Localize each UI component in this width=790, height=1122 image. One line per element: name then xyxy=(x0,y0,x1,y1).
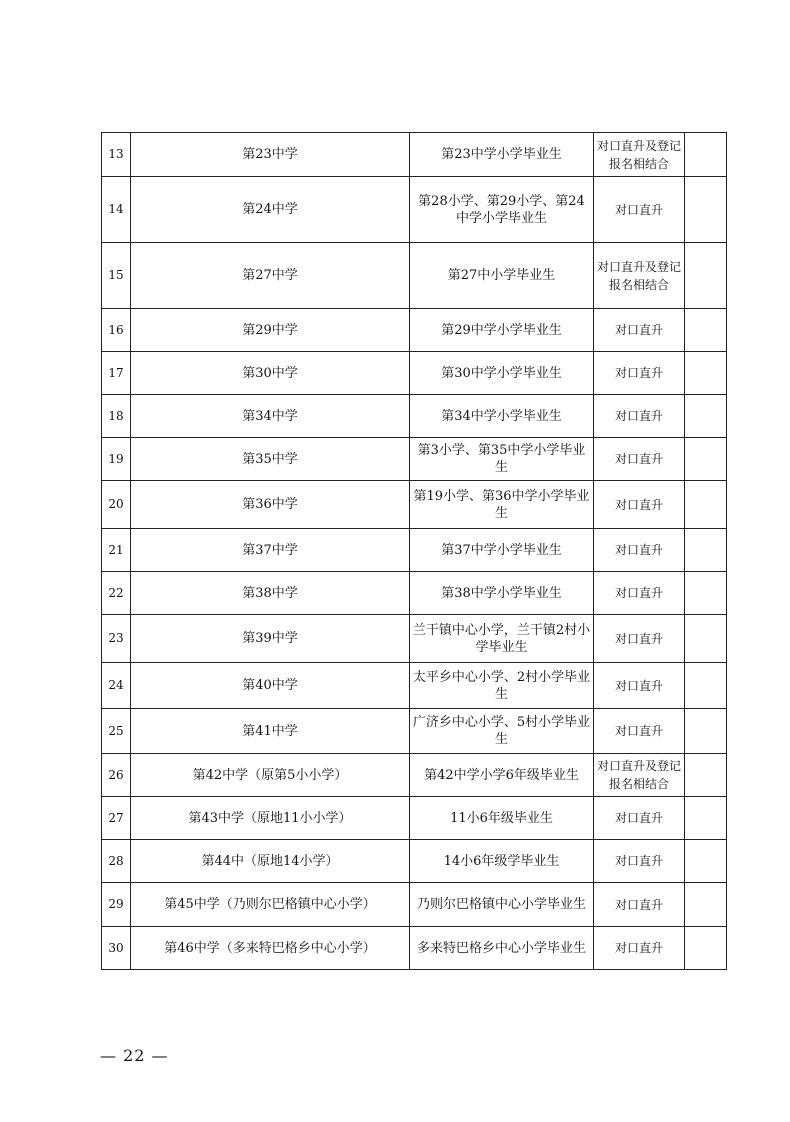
school-name-cell: 第27中学 xyxy=(131,243,410,309)
note-cell xyxy=(685,529,727,572)
school-name-cell: 第38中学 xyxy=(131,572,410,615)
student-source-cell: 广济乡中心小学、5村小学毕业生 xyxy=(410,709,594,754)
note-cell xyxy=(685,663,727,709)
school-name-cell: 第37中学 xyxy=(131,529,410,572)
table-row xyxy=(102,438,727,481)
row-number-cell: 22 xyxy=(102,572,131,615)
admission-method-cell: 对口直升 xyxy=(594,572,685,615)
table-row xyxy=(102,883,727,927)
admission-method-cell: 对口直升 xyxy=(594,309,685,352)
admission-method-cell: 对口直升 xyxy=(594,177,685,243)
table-row xyxy=(102,754,727,797)
page-number: — 22 — xyxy=(100,1046,169,1065)
student-source-cell: 第42中学小学6年级毕业生 xyxy=(410,754,594,797)
row-number-cell: 19 xyxy=(102,438,131,481)
row-number-cell: 15 xyxy=(102,243,131,309)
admission-method-cell: 对口直升 xyxy=(594,797,685,840)
school-name-cell: 第46中学（多来特巴格乡中心小学） xyxy=(131,927,410,970)
note-cell xyxy=(685,754,727,797)
table-row xyxy=(102,663,727,709)
student-source-cell: 14小6年级学毕业生 xyxy=(410,840,594,883)
row-number-cell: 27 xyxy=(102,797,131,840)
note-cell xyxy=(685,840,727,883)
enrollment-table xyxy=(101,132,727,970)
school-name-cell: 第36中学 xyxy=(131,481,410,529)
row-number-cell: 21 xyxy=(102,529,131,572)
school-name-cell: 第34中学 xyxy=(131,395,410,438)
table-row xyxy=(102,243,727,309)
note-cell xyxy=(685,243,727,309)
admission-method-cell: 对口直升 xyxy=(594,927,685,970)
school-name-cell: 第23中学 xyxy=(131,133,410,177)
school-name-cell: 第40中学 xyxy=(131,663,410,709)
school-name-cell: 第42中学（原第5小小学） xyxy=(131,754,410,797)
student-source-cell: 乃则尔巴格镇中心小学毕业生 xyxy=(410,883,594,927)
student-source-cell: 第29中学小学毕业生 xyxy=(410,309,594,352)
table-row xyxy=(102,797,727,840)
note-cell xyxy=(685,352,727,395)
school-name-cell: 第24中学 xyxy=(131,177,410,243)
row-number-cell: 16 xyxy=(102,309,131,352)
student-source-cell: 11小6年级毕业生 xyxy=(410,797,594,840)
row-number-cell: 20 xyxy=(102,481,131,529)
row-number-cell: 30 xyxy=(102,927,131,970)
table-row xyxy=(102,840,727,883)
table-row xyxy=(102,395,727,438)
student-source-cell: 第30中学小学毕业生 xyxy=(410,352,594,395)
admission-method-cell: 对口直升 xyxy=(594,438,685,481)
note-cell xyxy=(685,883,727,927)
row-number-cell: 26 xyxy=(102,754,131,797)
admission-method-cell: 对口直升 xyxy=(594,352,685,395)
row-number-cell: 25 xyxy=(102,709,131,754)
student-source-cell: 第23中学小学毕业生 xyxy=(410,133,594,177)
admission-method-cell: 对口直升 xyxy=(594,481,685,529)
student-source-cell: 第3小学、第35中学小学毕业生 xyxy=(410,438,594,481)
admission-method-cell: 对口直升及登记报名相结合 xyxy=(594,754,685,797)
school-name-cell: 第39中学 xyxy=(131,615,410,663)
admission-method-cell: 对口直升及登记报名相结合 xyxy=(594,243,685,309)
table-row xyxy=(102,615,727,663)
admission-method-cell: 对口直升 xyxy=(594,883,685,927)
table-row xyxy=(102,133,727,177)
student-source-cell: 多来特巴格乡中心小学毕业生 xyxy=(410,927,594,970)
school-name-cell: 第45中学（乃则尔巴格镇中心小学） xyxy=(131,883,410,927)
row-number-cell: 29 xyxy=(102,883,131,927)
note-cell xyxy=(685,709,727,754)
school-name-cell: 第43中学（原地11小小学） xyxy=(131,797,410,840)
school-name-cell: 第44中（原地14小学） xyxy=(131,840,410,883)
table-row xyxy=(102,352,727,395)
note-cell xyxy=(685,395,727,438)
student-source-cell: 第19小学、第36中学小学毕业生 xyxy=(410,481,594,529)
school-name-cell: 第41中学 xyxy=(131,709,410,754)
table-row xyxy=(102,529,727,572)
admission-method-cell: 对口直升 xyxy=(594,840,685,883)
table-row xyxy=(102,177,727,243)
admission-method-cell: 对口直升 xyxy=(594,615,685,663)
admission-method-cell: 对口直升 xyxy=(594,395,685,438)
table-row xyxy=(102,309,727,352)
note-cell xyxy=(685,309,727,352)
admission-method-cell: 对口直升 xyxy=(594,709,685,754)
row-number-cell: 18 xyxy=(102,395,131,438)
school-name-cell: 第35中学 xyxy=(131,438,410,481)
student-source-cell: 第28小学、第29小学、第24中学小学毕业生 xyxy=(410,177,594,243)
row-number-cell: 23 xyxy=(102,615,131,663)
row-number-cell: 14 xyxy=(102,177,131,243)
table-row xyxy=(102,709,727,754)
student-source-cell: 兰干镇中心小学，兰干镇2村小学毕业生 xyxy=(410,615,594,663)
table-row xyxy=(102,927,727,970)
table-body xyxy=(102,133,727,970)
note-cell xyxy=(685,615,727,663)
note-cell xyxy=(685,797,727,840)
school-name-cell: 第29中学 xyxy=(131,309,410,352)
admission-method-cell: 对口直升及登记报名相结合 xyxy=(594,133,685,177)
row-number-cell: 17 xyxy=(102,352,131,395)
note-cell xyxy=(685,438,727,481)
note-cell xyxy=(685,481,727,529)
school-name-cell: 第30中学 xyxy=(131,352,410,395)
row-number-cell: 24 xyxy=(102,663,131,709)
note-cell xyxy=(685,572,727,615)
student-source-cell: 太平乡中心小学、2村小学毕业生 xyxy=(410,663,594,709)
student-source-cell: 第38中学小学毕业生 xyxy=(410,572,594,615)
note-cell xyxy=(685,927,727,970)
table-row xyxy=(102,481,727,529)
student-source-cell: 第34中学小学毕业生 xyxy=(410,395,594,438)
student-source-cell: 第37中学小学毕业生 xyxy=(410,529,594,572)
student-source-cell: 第27中小学毕业生 xyxy=(410,243,594,309)
note-cell xyxy=(685,177,727,243)
table-row xyxy=(102,572,727,615)
note-cell xyxy=(685,133,727,177)
admission-method-cell: 对口直升 xyxy=(594,663,685,709)
admission-method-cell: 对口直升 xyxy=(594,529,685,572)
row-number-cell: 28 xyxy=(102,840,131,883)
row-number-cell: 13 xyxy=(102,133,131,177)
